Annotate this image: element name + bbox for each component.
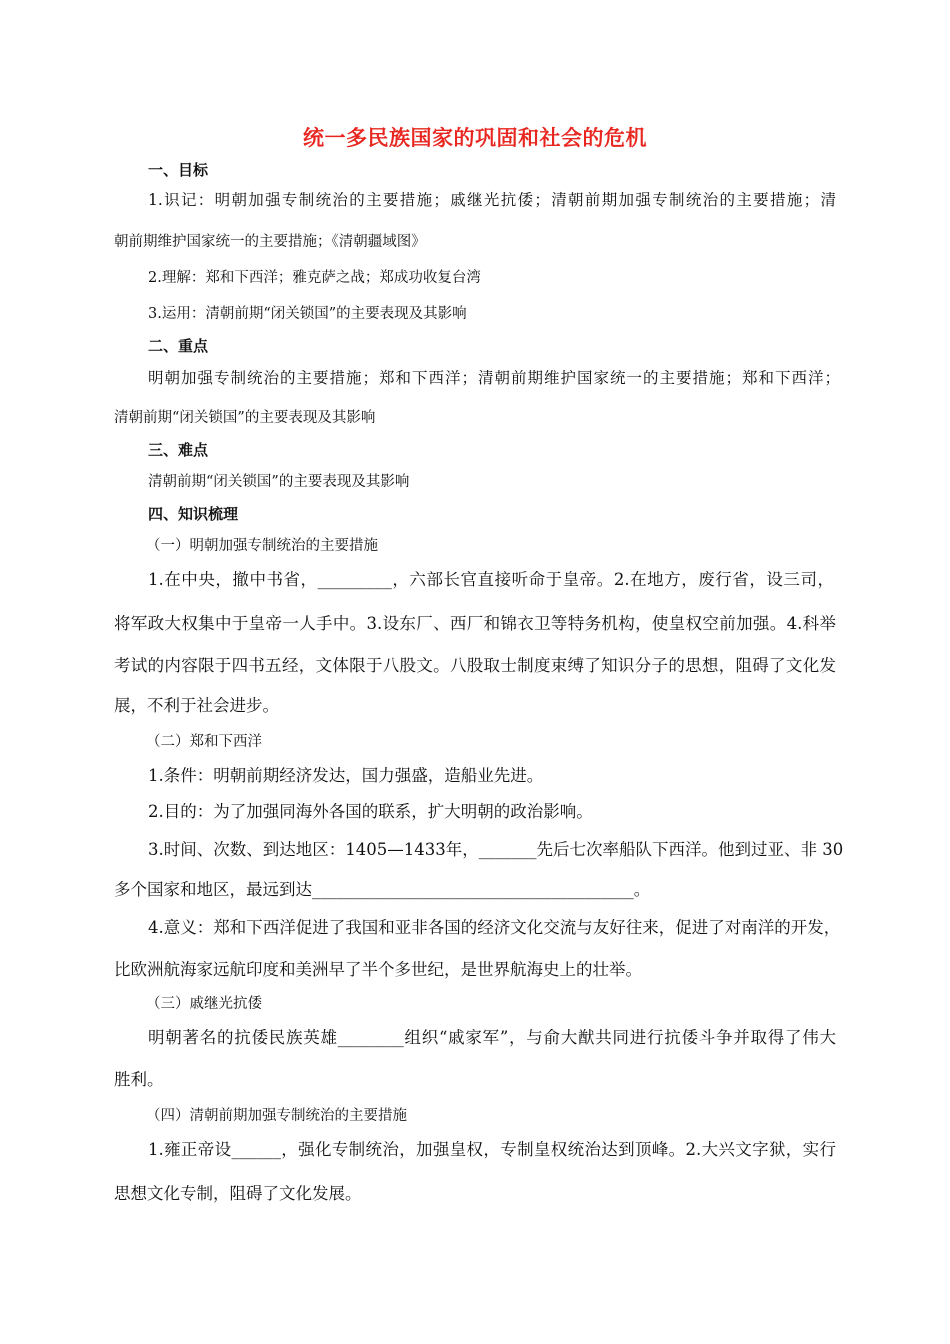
knowledge-part2-subheading: （二）郑和下西洋 [146, 734, 262, 750]
goals-line-1: 1.识记：明朝加强专制统治的主要措施；戚继光抗倭；清朝前期加强专制统治的主要措施；清 [148, 191, 836, 209]
knowledge-part3-subheading: （三）戚继光抗倭 [146, 996, 262, 1012]
goals-line-2: 朝前期维护国家统一的主要措施；《清朝疆域图》 [114, 234, 426, 250]
section-heading-goals: 一、目标 [148, 161, 209, 179]
part1-line-2: 将军政大权集中于皇帝一人手中。3.设东厂、西厂和锦衣卫等特务机构，使皇权空前加强。4.科举 [114, 614, 836, 633]
section-heading-key-points: 二、重点 [148, 337, 209, 355]
key-points-line-2: 清朝前期“闭关锁国”的主要表现及其影响 [114, 410, 376, 426]
part4-line-1: 1.雍正帝设______，强化专制统治，加强皇权，专制皇权统治达到顶峰。2.大兴文字狱，实行 [148, 1140, 836, 1159]
goals-line-3: 2.理解：郑和下西洋；雅克萨之战；郑成功收复台湾 [148, 270, 481, 286]
part2-line-2: 2.目的：为了加强同海外各国的联系，扩大明朝的政治影响。 [148, 802, 593, 821]
part1-line-4: 展，不利于社会进步。 [114, 696, 279, 715]
part2-line-4: 多个国家和地区，最远到达_______________________________________。 [114, 880, 651, 899]
goals-line-4: 3.运用：清朝前期“闭关锁国”的主要表现及其影响 [148, 306, 467, 322]
part3-line-1: 明朝著名的抗倭民族英雄________组织“戚家军”，与俞大猷共同进行抗倭斗争并取得了伟大 [148, 1028, 836, 1047]
part1-line-1: 1.在中央，撤中书省，_________，六部长官直接听命于皇帝。2.在地方，废行省，设三司， [148, 570, 834, 589]
part4-line-2: 思想文化专制，阻碍了文化发展。 [114, 1184, 362, 1203]
knowledge-part1-subheading: （一）明朝加强专制统治的主要措施 [146, 538, 378, 554]
section-heading-difficulties: 三、难点 [148, 441, 209, 459]
document-title: 统一多民族国家的巩固和社会的危机 [303, 126, 647, 150]
section-heading-knowledge: 四、知识梳理 [148, 505, 239, 523]
knowledge-part4-subheading: （四）清朝前期加强专制统治的主要措施 [146, 1108, 407, 1124]
part2-line-5: 4.意义：郑和下西洋促进了我国和亚非各国的经济文化交流与友好往来，促进了对南洋的开发， [148, 918, 841, 937]
part2-line-1: 1.条件：明朝前期经济发达，国力强盛，造船业先进。 [148, 766, 544, 785]
part2-line-6: 比欧洲航海家远航印度和美洲早了半个多世纪，是世界航海史上的壮举。 [114, 960, 642, 979]
part2-line-3: 3.时间、次数、到达地区：1405—1433年，_______先后七次率船队下西洋。他到过亚、非 30 [148, 840, 844, 859]
key-points-line-1: 明朝加强专制统治的主要措施；郑和下西洋；清朝前期维护国家统一的主要措施；郑和下西洋； [148, 369, 840, 387]
part1-line-3: 考试的内容限于四书五经，文体限于八股文。八股取士制度束缚了知识分子的思想，阻碍了文化发 [114, 656, 836, 675]
part3-line-2: 胜利。 [114, 1070, 164, 1089]
difficulties-line-1: 清朝前期“闭关锁国”的主要表现及其影响 [148, 474, 410, 490]
